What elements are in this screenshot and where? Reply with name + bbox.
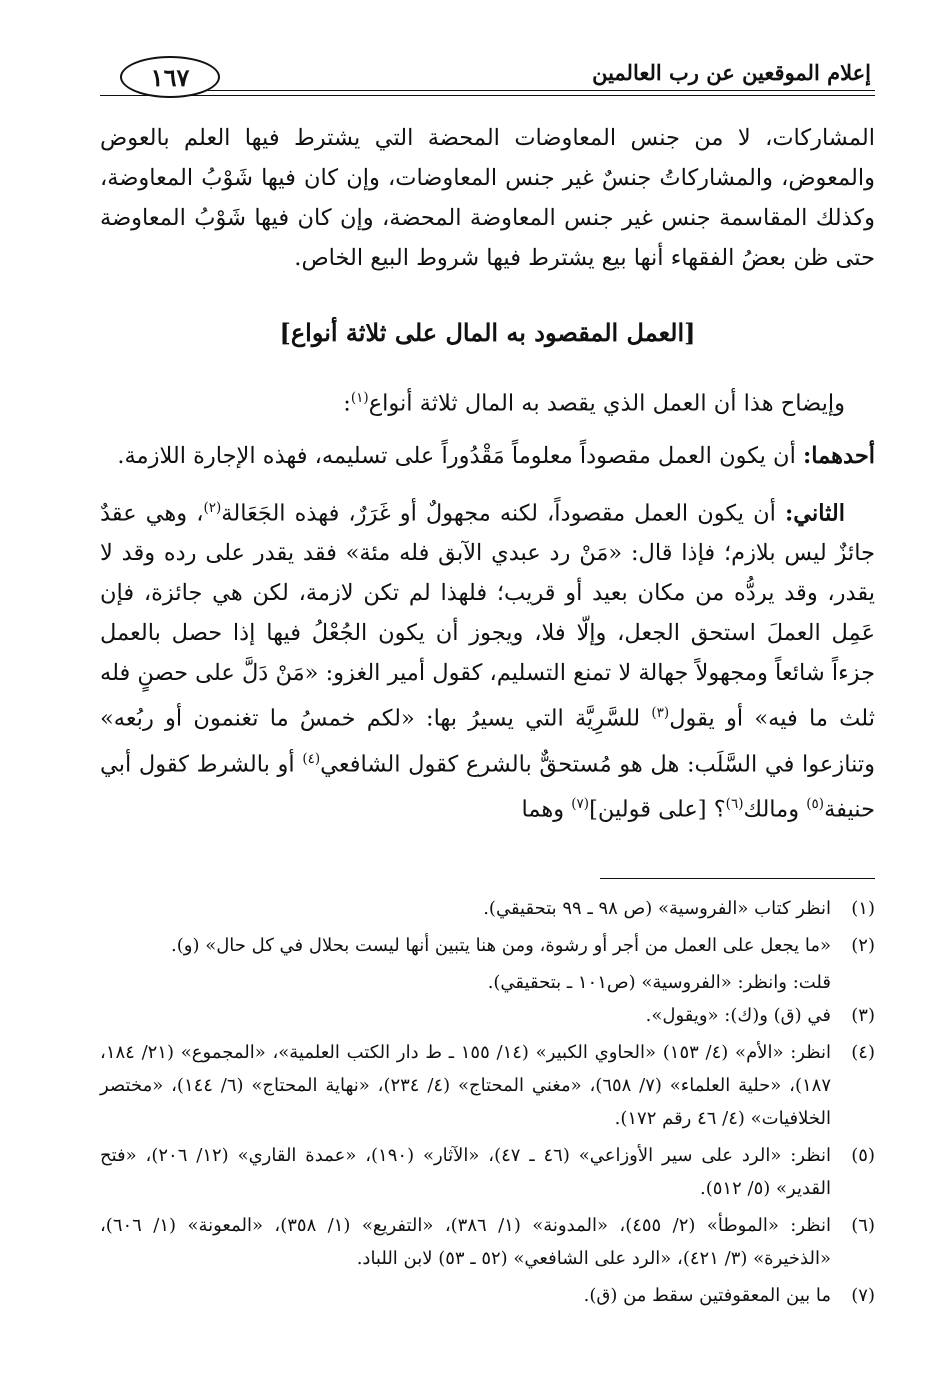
- footnote-ref-1[interactable]: (١): [350, 390, 369, 406]
- intro-paragraph: [100, 378, 875, 424]
- footnote-ref-4[interactable]: (٤): [302, 750, 321, 767]
- footnote-number: (٢): [851, 935, 875, 956]
- footnote-text: «ما يجعل على العمل من أجر أو رشوة، ومن هنا يتبين أنها ليست بحلال في كل حال» (و).: [171, 935, 831, 956]
- second-type-text: للسَّرِيَّة التي يسيرُ بها: «لكم خمسُ ما تغنمون أو ربُعه» وتنازعوا في السَّلَب: هل هو مُستحقٌّ بالشرع كقول الشافعي: [100, 705, 875, 777]
- second-type-text: أو بالشرط كقول أبي حنيفة: [100, 751, 875, 823]
- second-type-text: ومالك: [743, 796, 807, 823]
- footnote-separator: [600, 878, 875, 879]
- section-heading: [العمل المقصود به المال على ثلاثة أنواع]: [279, 318, 696, 347]
- page-number: ١٦٧: [150, 62, 190, 92]
- section-body: [100, 378, 875, 842]
- footnote-ref-6[interactable]: (٦): [725, 796, 744, 812]
- running-title: إعلام الموقعين عن رب العالمين: [592, 60, 871, 85]
- footnote-text: انظر: «الرد على سير الأوزاعي» (٤٦ ـ ٤٧)، «الآثار» (١٩٠)، «عمدة القاري» (١٢/ ٢٠٦)، «فتح القدير» (٥/ ٥١٢).: [100, 1145, 831, 1199]
- paragraph-text: المشاركات، لا من جنس المعاوضات المحضة التي يشترط فيها العلم بالعوض والمعوض، والمشاركاتُ جنسٌ غير جنس المعاوضات، وإن كان فيها شَوْبُ المعاوضة، وكذلك المقاسمة جنس غير جنس المعاوضة المحضة، وإن كان فيها شَوْبُ المعاوضة حتى ظن بعضُ الفقهاء أنها بيع يشترط فيها شروط البيع الخاص.: [100, 125, 875, 271]
- footnote-number: (٥): [851, 1145, 875, 1166]
- footnote-number: (٣): [851, 1005, 875, 1026]
- footnote-number: (٤): [851, 1042, 875, 1063]
- header-rule-top: [190, 90, 875, 91]
- footnote-ref-3[interactable]: (٣): [651, 705, 670, 721]
- footnote-number: (٦): [851, 1215, 875, 1236]
- footnote: [100, 1036, 875, 1135]
- continued-paragraph: [100, 118, 875, 278]
- footnote-number: (١): [851, 898, 875, 919]
- second-type-text: ، وهي عقدٌ جائزٌ ليس بلازم؛ فإذا قال: «مَنْ رد عبدي الآبق فله مئة» فقد يقدر على رده وقد لا يقدر، وقد يردُّه من مكان بعيد أو قريب؛ فلهذا لم تكن لازمة، لكن هي جائزة، فإن عَمِل العملَ استحق الجعل، وإلّا فلا، ويجوز أن يكون الجُعْلُ فيها إذا حصل بالعمل جزءاً شائعاً ومجهولاً جهالة لا تمنع التسليم، كقول أمير الغزو: «مَنْ دَلَّ على حصنٍ فله ثلث ما فيه» أو يقول: [100, 500, 875, 732]
- footnote: [100, 1139, 875, 1205]
- footnote: [100, 999, 875, 1032]
- footnote-subnote: قلت: وانظر: «الفروسية» (ص١٠١ ـ بتحقيقي).: [487, 972, 831, 993]
- second-type-paragraph: [100, 488, 875, 830]
- intro-text: وإيضاح هذا أن العمل الذي يقصد به المال ثلاثة أنواع: [368, 390, 845, 417]
- footnote-ref-2[interactable]: (٢): [203, 499, 222, 516]
- second-type-lead: الثاني:: [784, 500, 846, 526]
- first-type-lead: أحدهما:: [802, 442, 875, 469]
- footnote: [100, 929, 875, 962]
- intro-tail: :: [343, 390, 351, 417]
- footnote-text: انظر كتاب «الفروسية» (ص ٩٨ ـ ٩٩ بتحقيقي).: [483, 898, 831, 919]
- footnote-text: انظر: «الموطأ» (٢/ ٤٥٥)، «المدونة» (١/ ٣٨٦)، «التفريع» (١/ ٣٥٨)، «المعونة» (١/ ٦٠٦)، «الذخيرة» (٣/ ٤٢١)، «الرد على الشافعي» (٥٢ ـ ٥٣) لابن اللباد.: [100, 1215, 832, 1269]
- footnote: [100, 1279, 875, 1312]
- footnote: [100, 1209, 875, 1275]
- header-rule-bottom: [100, 95, 875, 96]
- footnote: [100, 892, 875, 925]
- first-type-text: أن يكون العمل مقصوداً معلوماً مَقْدُوراً على تسليمه، فهذه الإجارة اللازمة.: [117, 442, 803, 469]
- footnote-text: في (ق) و(ك): «ويقول».: [645, 1005, 831, 1026]
- footnote-number: (٧): [851, 1285, 875, 1306]
- second-type-text: أن يكون العمل مقصوداً، لكنه مجهولٌ أو غَرَرٌ، فهذه الجَعَالة: [221, 500, 785, 526]
- first-type-paragraph: [100, 436, 875, 476]
- footnote-ref-7[interactable]: (٧): [571, 796, 590, 812]
- second-type-text: وهما: [521, 796, 572, 823]
- page-header: [100, 52, 875, 102]
- footnote-text: ما بين المعقوفتين سقط من (ق).: [583, 1285, 831, 1306]
- footnote-ref-5[interactable]: (٥): [806, 796, 825, 812]
- page-number-badge: [120, 56, 220, 98]
- footnote-text: انظر: «الأم» (٤/ ١٥٣) «الحاوي الكبير» (١٤/ ١٥٥ ـ ط دار الكتب العلمية»، «المجموع» (٢١/ ١٨٤، ١٨٧)، «حلية العلماء» (٧/ ٦٥٨)، «مغني المحتاج» (٤/ ٢٣٤)، «نهاية المحتاج» (٦/ ١٤٤)، «مختصر الخلافيات» (٤/ ٤٦ رقم ١٧٢).: [100, 1042, 832, 1129]
- second-type-text: ؟ [على قولين]: [589, 796, 726, 823]
- footnotes: [100, 892, 875, 1316]
